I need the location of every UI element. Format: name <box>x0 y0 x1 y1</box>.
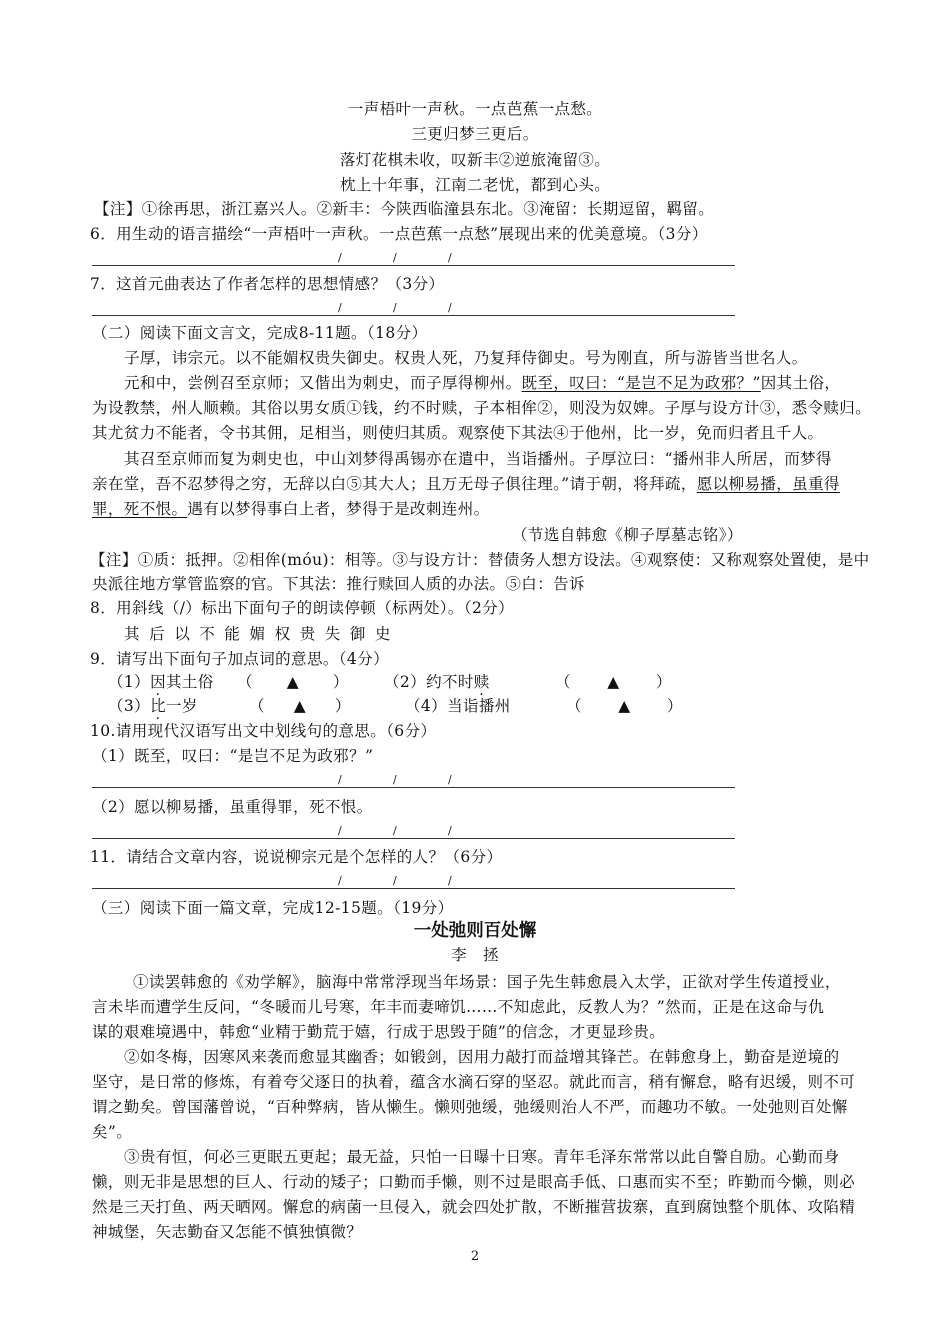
q9-item-4: （4）当诣播州 <box>405 697 511 715</box>
article-author: 李 拯 <box>451 946 499 964</box>
answer-slashes: / / / <box>338 301 452 314</box>
answer-slashes: / / / <box>338 251 452 264</box>
classical-paragraph-2-line-2: 为设教禁，州人顺赖。其俗以男女质①钱，约不时赎，子本相侔②，则没为奴婢。子厚与设方计③，悉令赎归。 <box>92 399 872 417</box>
q9-item-2: （2）约不时赎 <box>384 673 490 691</box>
q9-blank-2[interactable]: （ ▲ ） <box>555 673 672 691</box>
page-number: 2 <box>470 1249 480 1264</box>
question-8: 8．用斜线（/）标出下面句子的朗读停顿（标两处）。（2分） <box>90 599 515 617</box>
poem-line-1: 一声梧叶一声秋。一点芭蕉一点愁。 <box>347 100 603 118</box>
underlined-sentence-2-end: 罪，死不恨。 <box>92 500 188 518</box>
answer-slashes: / / / <box>338 874 452 887</box>
article-p2-line-3: 谓之勤矣。曾国藩曾说，“百种弊病，皆从懒生。懒则弛缓，弛缓则治人不严，而趣功不敏。一处弛则百处懈 <box>92 1098 848 1116</box>
article-p1-line-1: ①读罢韩愈的《劝学解》，脑海中常常浮现当年场景：国子先生韩愈晨入太学，正欲对学生传道授业， <box>133 973 841 991</box>
question-8-sentence: 其后以不能媚权贵失御史 <box>124 625 401 643</box>
dotted-word: 比 <box>150 697 166 715</box>
q10-sentence-2: （2）愿以柳易播，虽重得罪，死不恨。 <box>92 798 373 816</box>
answer-line[interactable] <box>92 838 735 839</box>
answer-slashes: / / / <box>338 773 452 786</box>
dotted-word: 因 <box>150 673 166 691</box>
classical-note-line-1: 【注】①质：抵押。②相侔(móu)：相等。③与设方计：替债务人想方设法。④观察使：又称观察处置使，是中 <box>90 551 870 569</box>
article-title: 一处弛则百处懈 <box>413 921 537 941</box>
article-p2-line-4: 矣”。 <box>92 1123 133 1141</box>
q9-blank-4[interactable]: （ ▲ ） <box>566 697 683 715</box>
underlined-sentence-1: 既至，叹曰：“是岂不足为政邪？” <box>521 374 761 392</box>
article-p3-line-1: ③贵有恒，何必三更眠五更起；最无益，只怕一日曝十日寒。青年毛泽东常常以此自警自励。心勤而身 <box>124 1148 840 1166</box>
q9-blank-3[interactable]: （ ▲ ） <box>249 697 351 715</box>
question-11: 11．请结合文章内容，说说柳宗元是个怎样的人？（6分） <box>90 848 503 866</box>
poem-note: 【注】①徐再思，浙江嘉兴人。②新丰：今陕西临潼县东北。③淹留：长期逗留，羁留。 <box>94 200 715 218</box>
classical-paragraph-3-line-2: 亲在堂，吾不忍梦得之穷，无辞以白⑤其大人；且万无母子俱往理。”请于朝，将拜疏，愿以柳易播，虽重得 <box>92 475 840 493</box>
article-p3-line-2: 懒，则无非是思想的巨人、行动的矮子；口勤而手懒，则不过是眼高手低、口惠而实不至；昨勤而今懒，则必 <box>92 1173 856 1191</box>
article-p2-line-1: ②如冬梅，因寒风来袭而愈显其幽香；如锻剑，因用力敲打而益增其锋芒。在韩愈身上，勤奋是逆境的 <box>124 1048 840 1066</box>
classical-paragraph-2-line-3: 其尤贫力不能者，令书其佣，足相当，则使归其质。观察使下其法④于他州，比一岁，免而归者且千人。 <box>92 424 824 442</box>
question-7: 7．这首元曲表达了作者怎样的思想情感？（3分） <box>90 275 445 293</box>
article-p1-line-2: 言未毕而遭学生反问，“冬暖而儿号寒，年丰而妻啼饥……不知虑此，反教人为？”然而，正是在这命与仇 <box>92 998 825 1016</box>
answer-line[interactable] <box>92 265 735 266</box>
answer-slashes: / / / <box>338 824 452 837</box>
source-citation: （节选自韩愈《柳子厚墓志铭》） <box>512 526 743 544</box>
dotted-word: 赎 <box>473 673 490 691</box>
section-3-header: （三）阅读下面一篇文章，完成12-15题。（19分） <box>92 899 454 917</box>
q10-sentence-1: （1）既至，叹曰：“是岂不足为政邪？” <box>92 747 374 765</box>
answer-line[interactable] <box>92 787 735 788</box>
article-p2-line-2: 坚守，是日常的修炼，有着夸父逐日的执着，蕴含水滴石穿的坚忍。就此而言，稍有懈怠，略有迟缓，则不可 <box>92 1073 856 1091</box>
q9-item-1: （1）因其土俗 <box>108 673 214 691</box>
section-2-header: （二）阅读下面文言文，完成8-11题。（18分） <box>92 324 428 342</box>
question-10: 10.请用现代汉语写出文中划线句的意思。（6分） <box>90 722 437 740</box>
classical-paragraph-3-line-1: 其召至京师而复为刺史也，中山刘梦得禹锡亦在遣中，当诣播州。子厚泣曰：“播州非人所居，而梦得 <box>124 450 832 468</box>
classical-note-line-2: 央派往地方掌管监察的官。下其法：推行赎回人质的办法。⑤白：告诉 <box>92 575 585 593</box>
question-6: 6．用生动的语言描绘“一声梧叶一声秋。一点芭蕉一点愁”展现出来的优美意境。（3分） <box>90 225 708 243</box>
article-p3-line-3: 然是三天打鱼、两天晒网。懈怠的病菌一旦侵入，就会四处扩散，不断摧营拔寨，直到腐蚀整个肌体、攻陷精 <box>92 1198 856 1216</box>
poem-line-4: 枕上十年事，江南二老忧，都到心头。 <box>339 176 611 194</box>
article-p1-line-3: 谋的艰难境遇中，韩愈“业精于勤荒于嬉，行成于思毁于随”的信念，才更显珍贵。 <box>92 1023 666 1041</box>
poem-line-3: 落灯花棋未收，叹新丰②逆旅淹留③。 <box>339 151 611 169</box>
answer-line[interactable] <box>92 888 735 889</box>
question-9: 9．请写出下面句子加点词的意思。（4分） <box>90 650 389 668</box>
article-p3-line-4: 神城堡，矢志勤奋又怎能不慎独慎微？ <box>92 1223 363 1241</box>
classical-paragraph-2-line-1: 元和中，尝例召至京师；又偕出为刺史，而子厚得柳州。既至，叹曰：“是岂不足为政邪？”因其土俗， <box>124 374 841 392</box>
classical-paragraph-1: 子厚，讳宗元。以不能媚权贵失御史。权贵人死，乃复拜侍御史。号为刚直，所与游皆当世名人。 <box>124 349 808 367</box>
q9-blank-1[interactable]: （ ▲ ） <box>237 673 349 691</box>
classical-paragraph-3-line-3: 罪，死不恨。遇有以梦得事白上者，梦得于是改刺连州。 <box>92 500 490 518</box>
answer-line[interactable] <box>92 315 735 316</box>
poem-line-2: 三更归梦三更后。 <box>411 125 539 143</box>
q9-item-3: （3）比一岁 <box>108 697 198 715</box>
underlined-sentence-2: 愿以柳易播，虽重得 <box>696 475 840 493</box>
